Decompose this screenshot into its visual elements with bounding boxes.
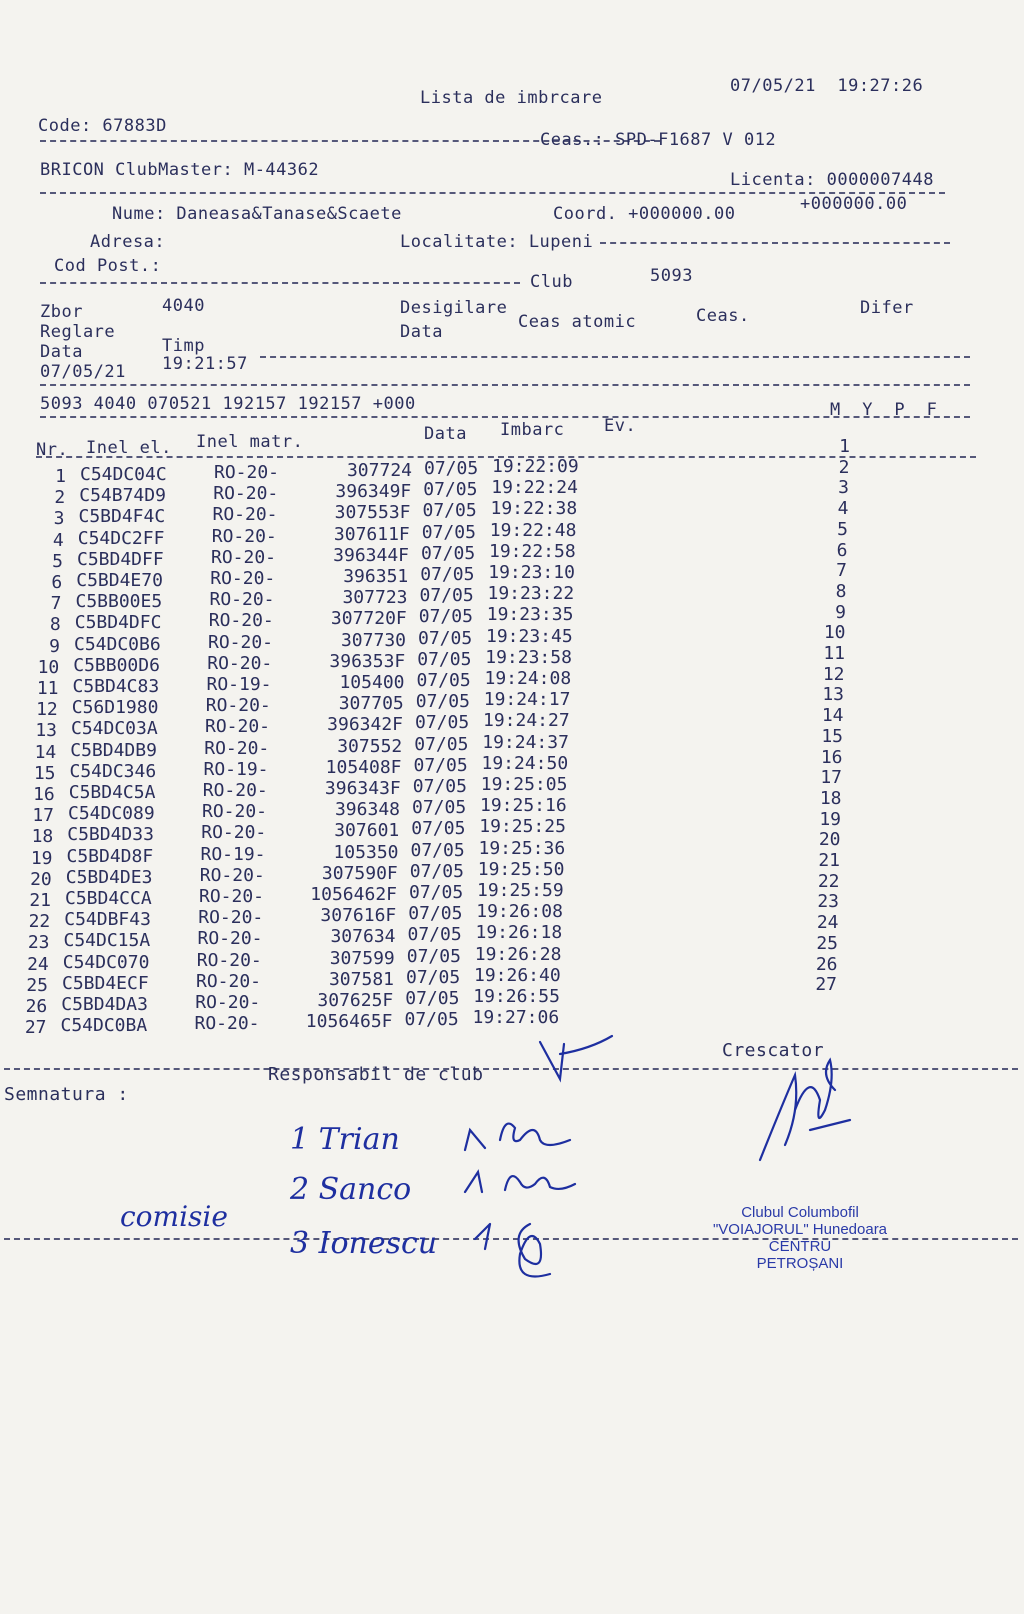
ring-prefix: RO-19- xyxy=(200,843,266,865)
arrival-time: 19:26:18 xyxy=(475,922,563,944)
row-nr: 1 xyxy=(55,466,66,487)
m-number: 11 xyxy=(823,643,845,664)
arrival-time: 19:23:35 xyxy=(486,604,574,626)
divider xyxy=(600,242,950,244)
arrival-time: 19:24:50 xyxy=(481,752,569,774)
row-nr: 24 xyxy=(27,953,49,975)
ring-prefix: RO-20- xyxy=(205,695,271,717)
arrival-date: 07/05 xyxy=(407,924,462,946)
divider xyxy=(260,356,970,358)
m-number: 10 xyxy=(823,622,846,644)
ring-electronic: C5BD4D33 xyxy=(67,824,154,846)
ring-prefix: RO-20- xyxy=(207,652,273,674)
divider xyxy=(40,384,970,386)
ring-prefix: RO-20- xyxy=(195,992,261,1013)
ring-number: 396351 xyxy=(343,566,409,587)
desigilare-label: Desigilare xyxy=(400,298,508,318)
ring-number: 307599 xyxy=(329,947,395,969)
semnatura-label: Semnatura : xyxy=(4,1084,129,1105)
ring-electronic: C54DBF43 xyxy=(64,909,151,931)
arrival-date: 07/05 xyxy=(408,903,463,925)
m-number: 3 xyxy=(838,477,849,499)
name-field: Nume: Daneasa&Tanase&Scaete xyxy=(112,204,402,224)
arrival-date: 07/05 xyxy=(404,1009,459,1031)
ring-number: 307553F xyxy=(334,502,411,524)
m-number: 15 xyxy=(821,725,843,747)
header-nr: Nr. xyxy=(36,440,69,460)
m-number: 6 xyxy=(836,539,848,561)
ring-number: 307724 xyxy=(346,460,412,481)
ring-prefix: RO-20- xyxy=(211,525,277,547)
arrival-date: 07/05 xyxy=(418,606,473,628)
stamp-line-2: "VOIAJORUL" Hunedoara xyxy=(712,1221,888,1238)
ring-number: 307634 xyxy=(330,926,396,948)
member-2-signature xyxy=(460,1162,600,1202)
document-title: Lista de imbrcare xyxy=(420,88,603,108)
m-number: 21 xyxy=(818,850,840,871)
arrival-date: 07/05 xyxy=(418,627,473,649)
m-number: 4 xyxy=(837,498,849,520)
ring-electronic: C5BD4C5A xyxy=(68,782,156,803)
ring-number: 1056462F xyxy=(310,884,397,905)
m-number: 20 xyxy=(818,829,841,851)
arrival-time: 19:23:45 xyxy=(486,625,573,647)
row-nr: 11 xyxy=(36,678,59,699)
ring-number: 105350 xyxy=(333,841,399,863)
m-number: 19 xyxy=(819,808,841,830)
ring-prefix: RO-20- xyxy=(199,864,265,886)
row-nr: 14 xyxy=(34,741,57,763)
arrival-date: 07/05 xyxy=(405,988,460,1009)
arrival-time: 19:22:58 xyxy=(489,540,576,562)
ring-number: 307723 xyxy=(342,587,408,609)
ring-prefix: RO-20- xyxy=(196,970,262,992)
arrival-date: 07/05 xyxy=(415,712,470,734)
ring-electronic: C5BD4E70 xyxy=(76,570,163,591)
member-3-signature xyxy=(470,1214,590,1294)
row-nr: 2 xyxy=(54,487,66,509)
arrival-time: 19:26:40 xyxy=(474,964,561,986)
member-1-signature xyxy=(460,1110,600,1160)
arrival-time: 19:26:28 xyxy=(474,943,562,965)
ring-electronic: C54DC0BA xyxy=(60,1015,148,1037)
ring-number: 396348 xyxy=(334,799,400,821)
license-field: Licenta: 0000007448 xyxy=(730,170,934,190)
ring-electronic: C54DC03A xyxy=(71,718,158,740)
arrival-time: 19:22:48 xyxy=(489,519,577,541)
row-nr: 17 xyxy=(32,805,54,827)
arrival-date: 07/05 xyxy=(417,648,472,670)
zbor-label: Zbor xyxy=(40,302,83,322)
club-responsible-signature xyxy=(530,1034,620,1084)
m-number: 25 xyxy=(816,932,838,954)
ring-electronic: C5BD4CCA xyxy=(65,888,152,909)
address-field: Adresa: xyxy=(90,232,166,252)
device-field: BRICON ClubMaster: M-44362 xyxy=(40,160,320,180)
m-number: 5 xyxy=(837,518,848,540)
arrival-time: 19:23:58 xyxy=(485,646,572,668)
code-line: 5093 4040 070521 192157 192157 +000 xyxy=(40,394,416,414)
arrival-time: 19:25:16 xyxy=(480,795,567,817)
code-field: Code: 67883D xyxy=(38,116,167,136)
postal-field: Cod Post.: xyxy=(54,256,162,276)
club-stamp xyxy=(680,1204,920,1272)
m-number: 2 xyxy=(838,456,850,478)
arrival-date: 07/05 xyxy=(411,818,466,840)
m-number: 27 xyxy=(815,974,837,996)
arrival-time: 19:25:59 xyxy=(477,880,564,901)
ring-prefix: RO-20- xyxy=(202,780,268,801)
arrival-date: 07/05 xyxy=(409,860,464,882)
row-nr: 10 xyxy=(37,656,60,678)
stamp-line-1: Clubul Columbofil xyxy=(741,1204,859,1221)
ceas-label: Ceas. xyxy=(696,306,750,326)
row-nr: 8 xyxy=(49,614,61,636)
row-nr: 20 xyxy=(30,868,52,890)
m-number: 9 xyxy=(835,601,846,623)
coord-field: Coord. +000000.00 xyxy=(553,204,736,224)
data-label: Data xyxy=(400,322,443,342)
row-nr: 25 xyxy=(26,974,48,996)
arrival-time: 19:22:09 xyxy=(492,456,579,477)
ring-prefix: RO-19- xyxy=(203,758,269,780)
ring-prefix: RO-20- xyxy=(208,610,274,632)
divider xyxy=(4,1068,1018,1070)
ring-number: 396349F xyxy=(335,481,412,503)
ring-prefix: RO-20- xyxy=(209,589,275,611)
commission-member-1: 1 Trian xyxy=(290,1122,400,1157)
row-nr: 26 xyxy=(25,996,48,1017)
ring-prefix: RO-20- xyxy=(204,737,270,759)
arrival-time: 19:25:50 xyxy=(477,858,565,880)
row-nr: 18 xyxy=(31,826,54,848)
header-inel-el: Inel el. xyxy=(86,438,172,458)
ring-number: 396344F xyxy=(333,544,409,566)
ring-prefix: RO-20- xyxy=(202,801,268,823)
arrival-date: 07/05 xyxy=(422,500,477,522)
ring-prefix: RO-20- xyxy=(205,716,271,738)
m-number: 26 xyxy=(815,953,838,975)
ring-number: 105408F xyxy=(325,756,402,778)
commission-member-3: 3 Ionescu xyxy=(290,1226,438,1261)
ring-number: 307625F xyxy=(317,990,394,1011)
ring-electronic: C54DC0B6 xyxy=(74,633,161,655)
ring-prefix: RO-20- xyxy=(198,907,264,929)
arrival-time: 19:24:27 xyxy=(483,710,570,732)
responsabil-label: Responsabil de club xyxy=(268,1064,484,1085)
arrival-date: 07/05 xyxy=(412,776,467,797)
m-number: 12 xyxy=(822,663,845,685)
arrival-date: 07/05 xyxy=(421,542,476,564)
stamp-line-4: PETROȘANI xyxy=(756,1255,844,1272)
header-inel-matr: Inel matr. xyxy=(196,432,304,452)
ceas-atomic-label: Ceas atomic xyxy=(518,312,637,332)
row-nr: 13 xyxy=(35,720,57,742)
row-nr: 16 xyxy=(33,784,55,805)
ring-number: 307590F xyxy=(321,862,398,884)
m-number: 16 xyxy=(820,746,843,768)
ring-electronic: C5BD4DE3 xyxy=(65,866,153,888)
arrival-date: 07/05 xyxy=(413,754,468,776)
ring-number: 307581 xyxy=(328,968,394,990)
m-number: 8 xyxy=(835,580,847,602)
m-number: 18 xyxy=(819,787,842,809)
club-label: Club xyxy=(530,272,573,292)
row-nr: 3 xyxy=(53,508,65,530)
ring-prefix: RO-20- xyxy=(208,631,274,653)
ring-electronic: C5BD4C83 xyxy=(72,676,160,697)
arrival-date: 07/05 xyxy=(420,564,475,585)
row-nr: 21 xyxy=(29,890,51,911)
arrival-date: 07/05 xyxy=(421,521,476,543)
ring-electronic: C5BD4DA3 xyxy=(61,994,148,1015)
ring-prefix: RO-20- xyxy=(213,483,279,505)
arrival-date: 07/05 xyxy=(406,966,461,988)
row-nr: 9 xyxy=(49,635,60,657)
ring-prefix: RO-20- xyxy=(212,504,278,526)
flight-date: 07/05/21 xyxy=(40,362,126,382)
ring-number: 307611F xyxy=(333,523,410,545)
ring-prefix: RO-20- xyxy=(211,546,277,568)
ring-prefix: RO-20- xyxy=(196,949,262,971)
ring-electronic: C54B74D9 xyxy=(79,485,166,507)
ring-electronic: C54DC04C xyxy=(80,464,167,485)
table-row xyxy=(0,1007,1024,1039)
difer-label: Difer xyxy=(860,298,914,318)
ring-electronic: C5BD4DFF xyxy=(77,548,164,570)
arrival-date: 07/05 xyxy=(419,585,474,607)
arrival-time: 19:25:25 xyxy=(479,816,566,838)
ring-electronic: C54DC089 xyxy=(68,803,155,825)
ring-electronic: C5BB00D6 xyxy=(73,654,160,676)
row-nr: 15 xyxy=(33,762,56,784)
ring-number: 307730 xyxy=(340,629,406,651)
print-datetime: 07/05/21 19:27:26 xyxy=(730,76,924,96)
ring-prefix: RO-20- xyxy=(214,462,280,483)
row-nr: 6 xyxy=(51,572,63,593)
ring-electronic: C54DC346 xyxy=(69,760,157,782)
arrival-date: 07/05 xyxy=(412,797,467,819)
ring-number: 307720F xyxy=(330,608,407,630)
ring-prefix: RO-20- xyxy=(194,1013,260,1035)
arrival-date: 07/05 xyxy=(423,479,478,501)
row-nr: 7 xyxy=(50,593,62,615)
arrival-time: 19:24:37 xyxy=(482,731,569,753)
arrival-date: 07/05 xyxy=(410,839,465,861)
club-value: 5093 xyxy=(650,266,693,286)
ring-number: 307552 xyxy=(337,735,403,757)
ring-number: 307705 xyxy=(338,693,404,715)
ring-number: 396342F xyxy=(327,714,403,736)
row-nr: 27 xyxy=(24,1017,47,1039)
arrival-time: 19:23:10 xyxy=(488,562,575,583)
m-number: 17 xyxy=(820,767,842,789)
data-label-2: Data xyxy=(40,342,83,362)
flight-time: 19:21:57 xyxy=(162,354,248,374)
stamp-line-3: CENTRU xyxy=(768,1238,832,1255)
row-nr: 22 xyxy=(28,911,51,933)
coord-value-2: +000000.00 xyxy=(800,194,908,214)
ring-electronic: C56D1980 xyxy=(71,697,159,719)
ring-number: 396353F xyxy=(329,650,406,672)
ring-electronic: C5BB00E5 xyxy=(75,591,163,613)
header-data: Data xyxy=(424,424,467,444)
ring-number: 307601 xyxy=(334,820,400,842)
ring-prefix: RO-20- xyxy=(210,568,276,589)
arrival-time: 19:22:38 xyxy=(490,498,578,520)
header-ev: Ev. xyxy=(604,416,637,436)
arrival-time: 19:25:05 xyxy=(480,774,568,795)
m-number: 13 xyxy=(822,684,844,706)
arrival-date: 07/05 xyxy=(414,733,469,755)
m-number: 22 xyxy=(817,870,840,892)
breeder-signature xyxy=(740,1050,860,1170)
ring-electronic: C54DC15A xyxy=(63,930,151,952)
clock-field: Ceas.: SPD-F1687 V 012 xyxy=(540,130,777,150)
ring-electronic: C5BD4DB9 xyxy=(70,739,157,761)
arrival-time: 19:23:22 xyxy=(487,583,575,605)
m-number: 24 xyxy=(816,912,839,934)
row-nr: 12 xyxy=(36,699,58,721)
arrival-time: 19:26:55 xyxy=(473,986,560,1007)
ring-number: 396343F xyxy=(324,778,401,799)
ring-prefix: RO-19- xyxy=(206,674,272,695)
m-number: 14 xyxy=(821,705,844,727)
ring-prefix: RO-20- xyxy=(197,928,263,950)
ring-number: 1056465F xyxy=(305,1011,393,1033)
arrival-time: 19:24:17 xyxy=(483,689,571,711)
arrival-date: 07/05 xyxy=(424,458,479,479)
ring-electronic: C5BD4DFC xyxy=(74,612,162,634)
divider xyxy=(40,282,520,284)
arrival-time: 19:25:36 xyxy=(478,837,566,859)
arrival-time: 19:24:08 xyxy=(484,668,572,689)
ring-electronic: C5BD4F4C xyxy=(78,506,166,528)
row-nr: 19 xyxy=(30,847,53,869)
row-nr: 5 xyxy=(52,550,63,572)
arrival-date: 07/05 xyxy=(415,691,470,713)
ring-electronic: C5BD4D8F xyxy=(66,845,154,867)
row-nr: 23 xyxy=(27,932,50,954)
arrival-time: 19:22:24 xyxy=(491,477,578,499)
arrival-date: 07/05 xyxy=(409,882,464,903)
comisie-handwritten: comisie xyxy=(120,1200,228,1233)
ring-electronic: C54DC2FF xyxy=(77,527,165,549)
locality-field: Localitate: Lupeni xyxy=(400,232,594,252)
ring-number: 105400 xyxy=(339,672,405,693)
crescator-label: Crescator xyxy=(722,1040,825,1061)
row-nr: 4 xyxy=(52,529,64,551)
commission-member-2: 2 Sanco xyxy=(290,1172,412,1207)
arrival-date: 07/05 xyxy=(406,945,461,967)
header-mypf: M Y P F xyxy=(830,400,938,420)
zbor-value: 4040 xyxy=(162,296,205,316)
m-number: 23 xyxy=(817,891,839,913)
m-number: 1 xyxy=(839,436,850,457)
ring-prefix: RO-20- xyxy=(201,822,267,844)
ring-number: 307616F xyxy=(320,905,397,927)
header-imbarc: Imbarc xyxy=(500,420,565,440)
timp-label: Timp xyxy=(162,336,205,356)
m-number: 7 xyxy=(836,560,847,582)
ring-electronic: C5BD4ECF xyxy=(62,972,149,994)
arrival-time: 19:27:06 xyxy=(472,1007,560,1029)
ring-prefix: RO-20- xyxy=(199,886,265,907)
arrival-date: 07/05 xyxy=(416,670,471,691)
ring-electronic: C54DC070 xyxy=(62,951,150,973)
arrival-time: 19:26:08 xyxy=(476,901,563,923)
reglare-label: Reglare xyxy=(40,322,116,342)
